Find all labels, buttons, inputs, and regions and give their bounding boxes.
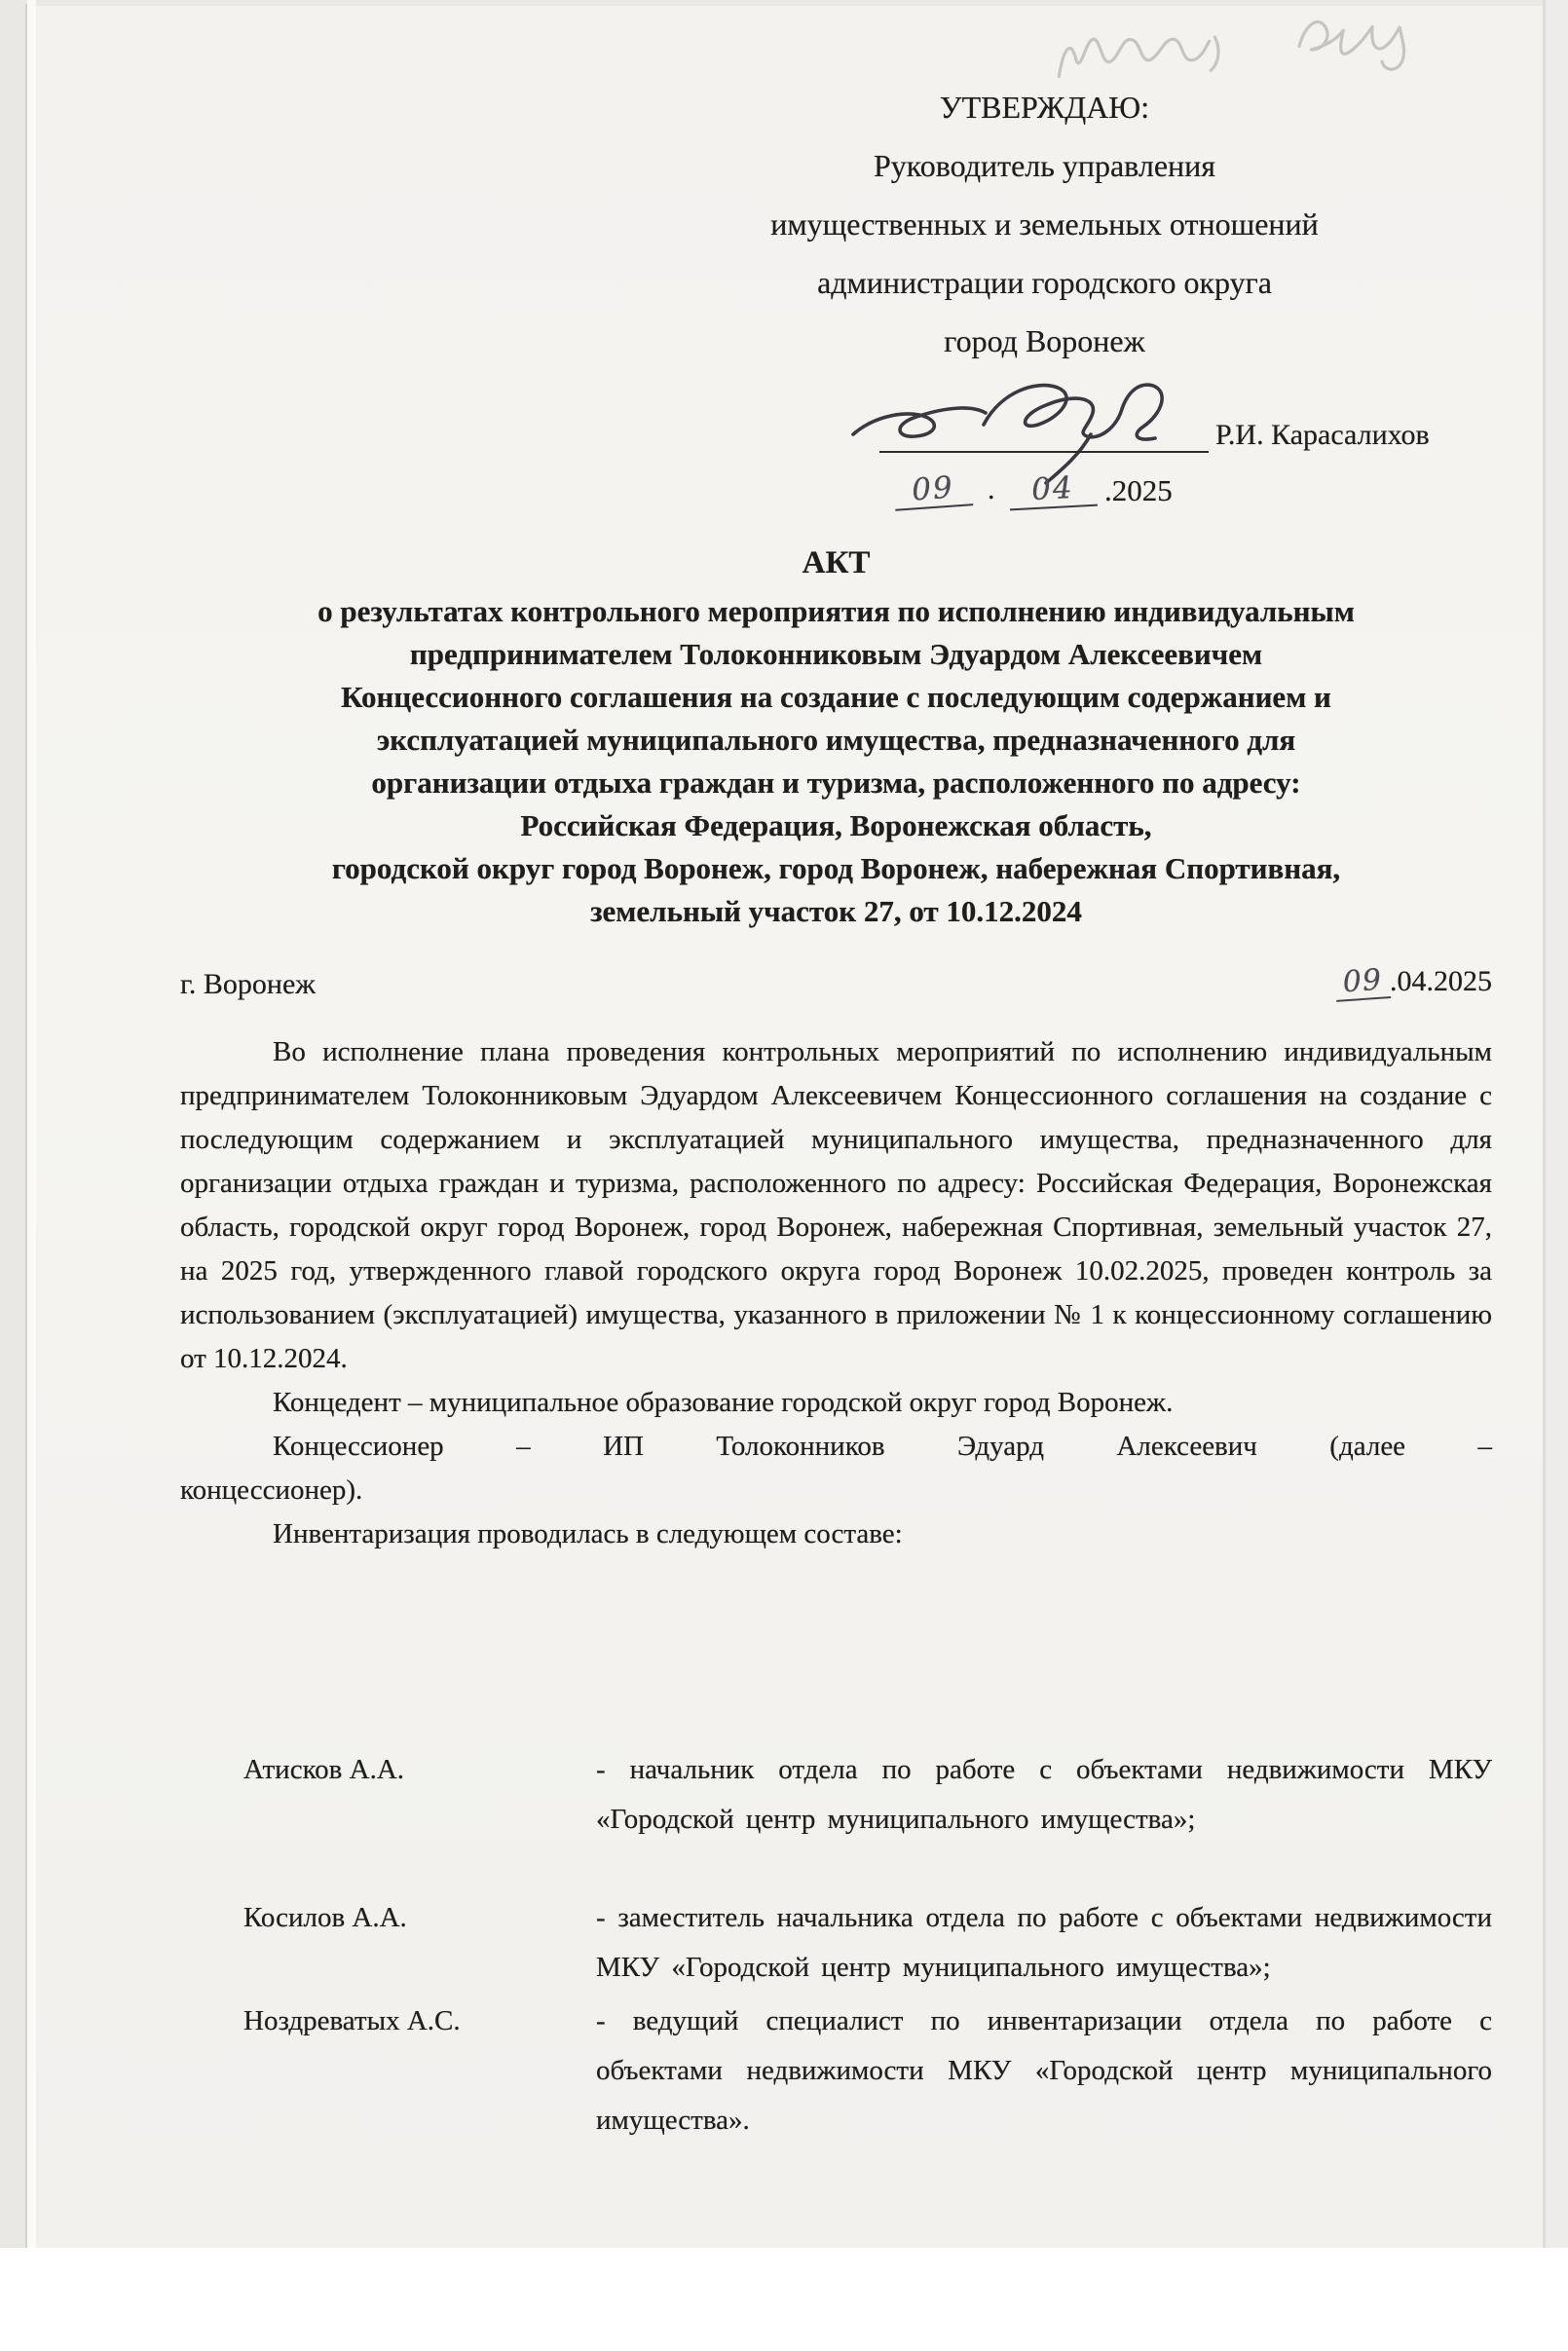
approval-line: Руководитель управления bbox=[874, 148, 1215, 183]
date-separator: . bbox=[988, 473, 995, 505]
handwritten-day: 09 bbox=[1334, 962, 1391, 1002]
page-right-gutter bbox=[1546, 0, 1568, 2248]
title-line: организации отдыха граждан и туризма, расположенного по адресу: bbox=[371, 765, 1301, 800]
page-left-highlight bbox=[27, 0, 36, 2248]
document-date bbox=[1335, 964, 1492, 1000]
city-date-row bbox=[180, 964, 1492, 1007]
member-name: Косилов А.А. bbox=[243, 1902, 407, 1933]
handwritten-day: 09 bbox=[893, 468, 973, 510]
title-line: о результатах контрольного мероприятия по исполнению индивидуальным bbox=[317, 594, 1355, 628]
approval-date-row bbox=[894, 471, 1303, 518]
member-role: - начальник отдела по работе с объектами недвижимости МКУ «Городской центр муниципального имущества»; bbox=[596, 1754, 1492, 1835]
member-name: Атисков А.А. bbox=[243, 1754, 405, 1785]
member-name: Ноздреватых А.С. bbox=[243, 2005, 461, 2036]
member-role: - ведущий специалист по инвентаризации отдела по работе с объектами недвижимости МКУ «Городской центр муниципального имущества». bbox=[596, 2005, 1492, 2136]
title-line: эксплуатацией муниципального имущества, предназначенного для bbox=[376, 723, 1296, 757]
member-role: - заместитель начальника отдела по работе с объектами недвижимости МКУ «Городской центр муниципального имущества»; bbox=[596, 1902, 1492, 1983]
signature-line bbox=[879, 416, 1209, 453]
approval-block bbox=[604, 78, 1485, 370]
handwritten-month: 04 bbox=[1008, 469, 1098, 511]
paragraph-concessioner: Концессионер – ИП Толоконников Эдуард Алексеевич (далее – bbox=[273, 1431, 1492, 1462]
title-line: предпринимателем Толоконниковым Эдуардом Алексеевичем bbox=[409, 637, 1263, 671]
approval-line: имущественных и земельных отношений bbox=[770, 206, 1319, 242]
document-heading: АКТ bbox=[802, 545, 871, 580]
paragraph-main: Во исполнение плана проведения контрольных мероприятий по исполнению индивидуальным предпринимателем Толоконниковым Эдуардом Алексеевичем Концессионного соглашения на создание с последующим содержанием и эксплуатацией муниципального имущества, предназначенного для организации отдыха граждан и туризма, расположенного по адресу: Российская Федерация, Воронежская область, городской округ город Воронеж, город Воронеж, набережная Спортивная, земельный участок 27, на 2025 год, утвержденного главой городского округа город Воронеж 10.02.2025, проведен контроль за использованием (эксплуатацией) имущества, указанного в приложении № 1 к концессионному соглашению от 10.12.2024. bbox=[180, 1036, 1492, 1374]
date-printed-part: .04.2025 bbox=[1390, 965, 1492, 997]
commission-list bbox=[243, 1745, 1492, 2146]
title-line: земельный участок 27, от 10.12.2024 bbox=[590, 894, 1082, 928]
signer-name: Р.И. Карасалихов bbox=[1215, 419, 1430, 451]
approval-line: город Воронеж bbox=[944, 323, 1145, 358]
paragraph-concedent: Концедент – муниципальное образование городской округ город Воронеж. bbox=[273, 1387, 1174, 1418]
date-year: .2025 bbox=[1104, 473, 1173, 507]
commission-member-row bbox=[243, 1996, 1492, 2146]
page-left-gutter bbox=[0, 0, 25, 2248]
title-line: Концессионного соглашения на создание с последующим содержанием и bbox=[341, 680, 1331, 714]
commission-member-row bbox=[243, 1745, 1492, 1845]
paragraph-concessioner-cont: концессионер). bbox=[180, 1474, 363, 1506]
title-line: городской округ город Воронеж, город Воронеж, набережная Спортивная, bbox=[331, 851, 1341, 885]
paragraph-inventory-intro: Инвентаризация проводилась в следующем составе: bbox=[273, 1518, 903, 1549]
approval-label: УТВЕРЖДАЮ: bbox=[939, 90, 1150, 125]
body-text bbox=[180, 1030, 1492, 1556]
title-line: Российская Федерация, Воронежская область, bbox=[520, 808, 1152, 842]
city-label: г. Воронеж bbox=[180, 968, 317, 1000]
commission-member-row bbox=[243, 1893, 1492, 1993]
approval-line: администрации городского округа bbox=[817, 265, 1272, 300]
document-title-block bbox=[180, 590, 1492, 933]
